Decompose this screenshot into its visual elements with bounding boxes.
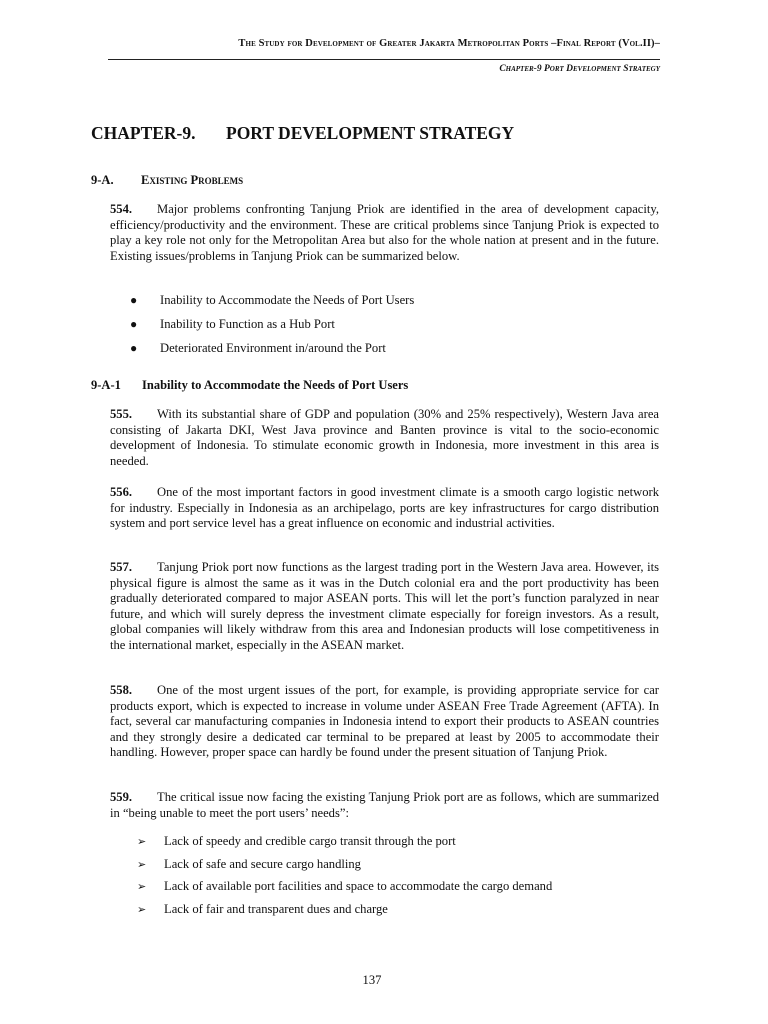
paragraph-555 (110, 407, 659, 469)
problem-bullet-list (130, 292, 414, 364)
needs-arrow-list (137, 833, 552, 924)
list-item: ➢ Lack of fair and transparent dues and charge (137, 902, 388, 917)
section-number: 9-A-1 (91, 378, 121, 392)
paragraph-558 (110, 683, 659, 761)
list-item: ➢ Lack of safe and secure cargo handling (137, 856, 361, 871)
bullet-icon: ● (130, 293, 138, 307)
page-number: 137 (362, 973, 382, 987)
chapter-heading (91, 123, 514, 144)
section-title: Inability to Accommodate the Needs of Port Users (142, 378, 409, 392)
paragraph-text: One of the most urgent issues of the port, for example, is providing appropriate service for car products export, which is expected to increase in volume under ASEAN Free Trade Agreement (AFTA). In fact, several car manufacturing companies in Indonesia intend to export their products to ASEAN countries and they strongly desire a dedicated car terminal to be prepared at least by 2005 to accommodate their handling. However, proper space can hardly be found under the present situation of Tanjung Priok. (110, 683, 659, 760)
arrow-bullet-icon: ➢ (137, 904, 147, 917)
list-item: ➢ Lack of speedy and credible cargo transit through the port (137, 834, 456, 848)
header-divider (108, 59, 660, 60)
paragraph-number: 554. (110, 202, 133, 216)
running-header-chapter: Chapter-9 Port Development Strategy (499, 64, 660, 74)
paragraph-number: 559. (110, 790, 133, 804)
paragraph-554 (110, 202, 659, 264)
paragraph-number: 556. (110, 485, 133, 499)
arrow-bullet-icon: ➢ (137, 858, 147, 871)
list-item: ● Inability to Function as a Hub Port (130, 317, 335, 331)
paragraph-text: With its substantial share of GDP and population (30% and 25% respectively), Western Java area consisting of Jakarta DKI, West Java province and Banten province is vital to the socio-economic development of Indonesia. To stimulate economic growth in Indonesia, more investment in this area is needed. (110, 407, 659, 468)
paragraph-text: Tanjung Priok port now functions as the largest trading port in the Western Java area. However, its physical figure is almost the same as it was in the Dutch colonial era and the port productivity has been gradually deteriorated compared to major ASEAN ports. This will let the port’s function paralyzed in near future, and which will surely depress the investment climate especially for foreign investors. As a result, global companies will likely withdraw from this area and Indonesian products will lose competitiveness in the international market, especially in the ASEAN market. (110, 560, 659, 652)
chapter-title: PORT DEVELOPMENT STRATEGY (226, 123, 515, 143)
list-item: ● Inability to Accommodate the Needs of Port Users (130, 293, 415, 307)
paragraph-number: 555. (110, 407, 133, 421)
section-heading-9a (91, 173, 243, 188)
paragraph-556 (110, 485, 659, 532)
bullet-icon: ● (130, 341, 138, 355)
arrow-bullet-icon: ➢ (137, 881, 147, 894)
section-title: Existing Problems (141, 173, 244, 187)
chapter-number: CHAPTER-9. (91, 123, 196, 143)
list-item: ● Deteriorated Environment in/around the Port (130, 341, 386, 355)
paragraph-559 (110, 790, 659, 821)
paragraph-text: Major problems confronting Tanjung Priok are identified in the area of development capacity, efficiency/productivity and the environment. These are critical problems since Tanjung Priok is expected to play a key role not only for the Metropolitan Area but also for the whole nation at present and in the future. Existing issues/problems in Tanjung Priok can be summarized below. (110, 202, 659, 263)
paragraph-text: The critical issue now facing the existing Tanjung Priok port are as follows, which are summarized in “being unable to meet the port users’ needs”: (110, 790, 659, 820)
running-header-title: The Study for Development of Greater Jakarta Metropolitan Ports –Final Report (Vol.II)– (238, 38, 660, 49)
list-item: ➢ Lack of available port facilities and space to accommodate the cargo demand (137, 879, 553, 894)
paragraph-number: 557. (110, 560, 133, 574)
paragraph-number: 558. (110, 683, 133, 697)
bullet-icon: ● (130, 317, 138, 331)
paragraph-557 (110, 560, 659, 654)
section-number: 9-A. (91, 173, 114, 187)
section-heading-9a1 (91, 378, 408, 393)
paragraph-text: One of the most important factors in good investment climate is a smooth cargo logistic network for industry. Especially in Indonesia as an archipelago, ports are key infrastructures for cargo distribution system and port service level has a great influence on economic and industrial activities. (110, 485, 659, 531)
arrow-bullet-icon: ➢ (137, 836, 147, 848)
